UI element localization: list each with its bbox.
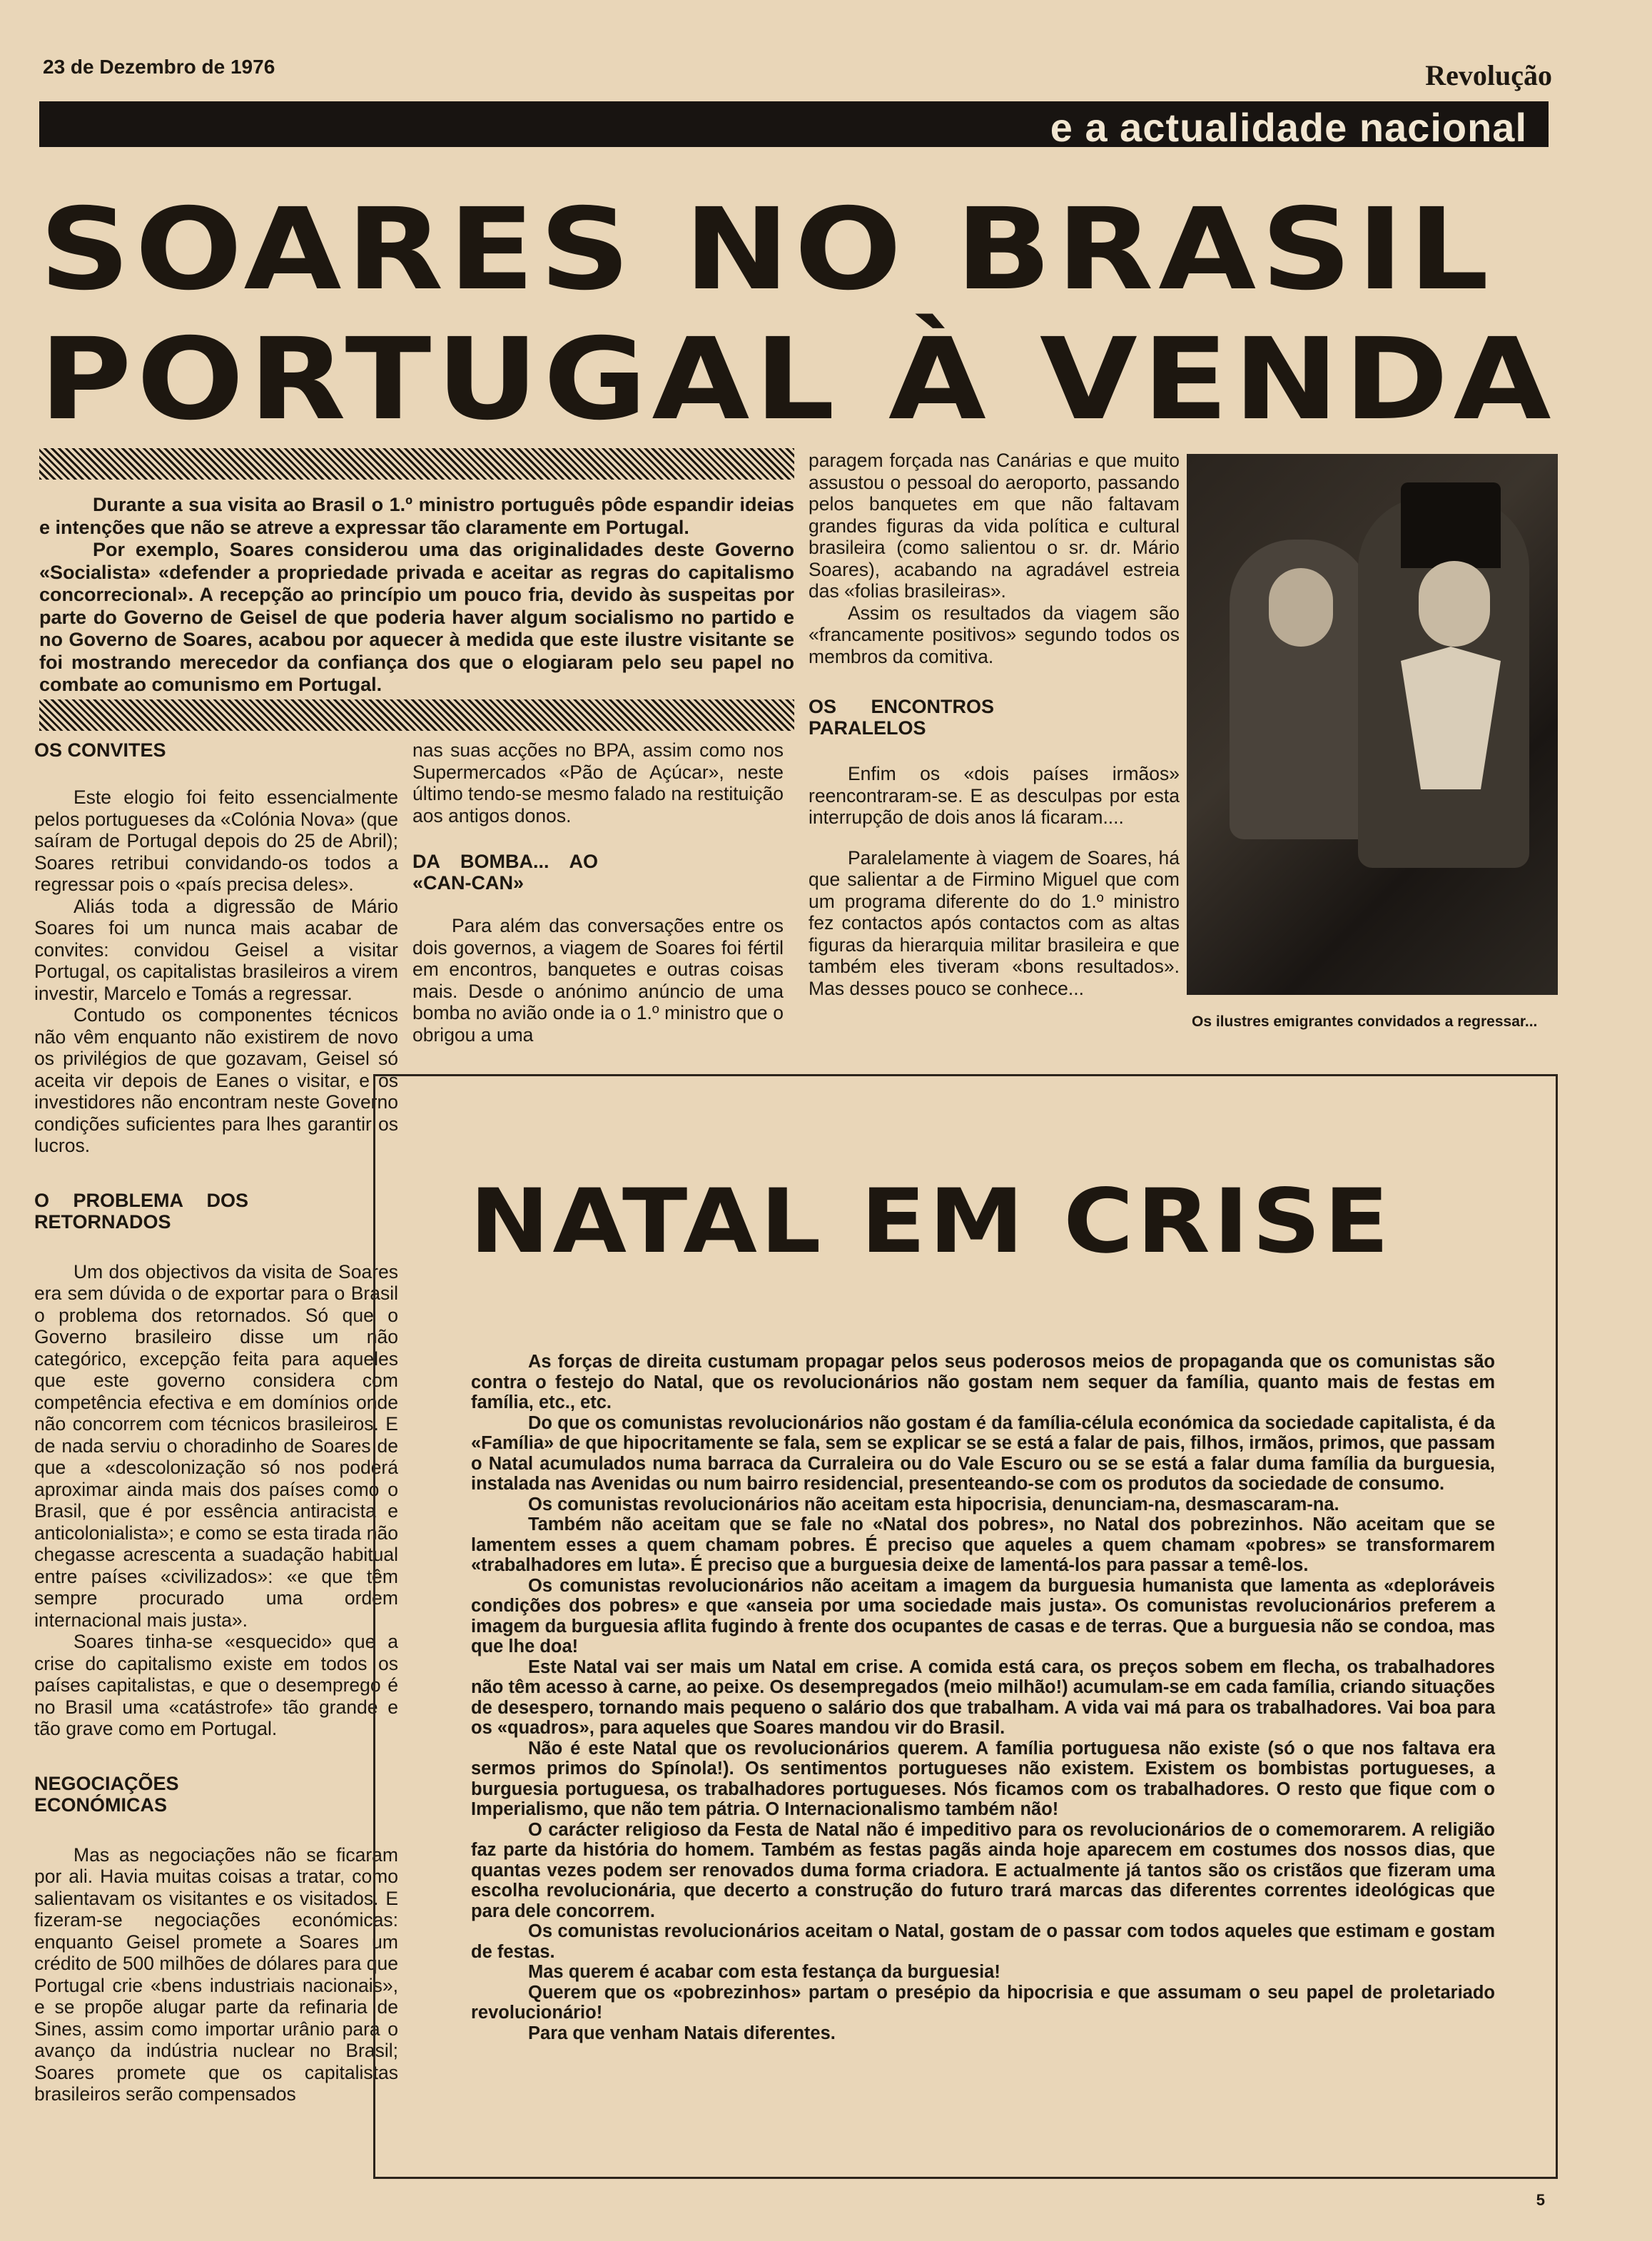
headline-line-2: PORTUGAL À VENDA: [39, 314, 1556, 445]
paragraph: Este elogio foi feito essencialmente pelos portugueses da «Colónia Nova» (que saíram de Portugal depois do 25 de Abril); Soares retribui convidando-os todos a regressar pois o «país precisa deles».: [34, 786, 398, 895]
paragraph: Um dos objectivos da visita de Soares era sem dúvida o de exportar para o Brasil o problema dos retornados. Só que o Governo brasileiro disse um não categórico, excepção feita para aqueles que este governo considera com competência efectiva e em domínios onde não concorrem com técnicos brasileiros. E de nada serviu o choradinho de Soares de que a «descolonização só nos poderá aproximar ainda mais dos países como o Brasil, que é por essência antiracista e anticolonialista»; e como se esta tirada não chegasse acrescenta a suadação habitual entre países «civilizados»: «e que têm sempre procurado uma ordem internacional mais justa».: [34, 1260, 398, 1631]
paragraph: O carácter religioso da Festa de Natal não é impeditivo para os revolucionários de o comemorarem. A religião faz parte da história do homem. Também as festas pagãs ainda hoje aparecem em costumes dos nossos dias, que quantas vezes podem ser renovados duma forma criadora. E actualmente já tantos são os cristãos que fizeram uma escolha revolucionária, que decerto a construção do futuro trará marcas das diferentes correntes ideológicas que para dele concorrem.: [471, 1819, 1495, 1921]
paragraph: Querem que os «pobrezinhos» partam o presépio da hipocrisia e que assumam o seu papel de proletariado revolucionário!: [471, 1982, 1495, 2023]
paragraph: Contudo os componentes técnicos não vêm enquanto não existirem de novo os privilégios de que gozavam, Geisel só aceita vir depois de Eanes o visitar, e os investidores não encontram neste Governo condições suficientes para lhes garantir os lucros.: [34, 1004, 398, 1156]
paragraph: Os comunistas revolucionários aceitam o Natal, gostam de o passar com todos aqueles que estimam e gostam de festas.: [471, 1921, 1495, 1962]
paragraph: Este Natal vai ser mais um Natal em crise. A comida está cara, os preços sobem em flecha, os trabalhadores não têm acesso à carne, ao peixe. Os desempregados (meio milhão!) acumulam-se em cada família, criando situações de desespero, tornando mais pequeno o salário dos que trabalham. A vida vai má para os trabalhadores. Vai boa para os «quadros», para aqueles que Soares mandou vir do Brasil.: [471, 1656, 1495, 1738]
natal-title: NATAL EM CRISE: [470, 1170, 1392, 1273]
top-hat-shape: [1401, 482, 1501, 568]
column-1: [34, 739, 398, 2105]
decorative-rule: [39, 448, 794, 480]
photo-face: [1419, 561, 1490, 647]
section-heading: O PROBLEMA DOS RETORNADOS: [34, 1189, 248, 1233]
paragraph: Enfim os «dois países irmãos» reencontraram-se. E as desculpas por esta interrupção de dois anos lá ficaram....: [809, 763, 1180, 828]
paragraph: paragem forçada nas Canárias e que muito assustou o pessoal do aeroporto, passando pelos banquetes em que não faltavam grandes figuras da vida política e cultural brasileira (como salientou o sr. dr. Mário Soares), acabando na agradável estreia das «folias brasileiras».: [809, 450, 1180, 602]
lead-p1: Durante a sua visita ao Brasil o 1.º ministro português pôde espandir ideias e intenções que não se atreve a expressar tão claramente em Portugal.: [39, 494, 794, 538]
column-3: [809, 450, 1180, 999]
lead-paragraph: [39, 494, 794, 697]
paragraph: nas suas acções no BPA, assim como nos Supermercados «Pão de Açúcar», neste último tendo-se mesmo falado na restituição aos antigos donos.: [412, 739, 784, 826]
section-heading: OS ENCONTROS PARALELOS: [809, 696, 994, 739]
natal-article: [471, 1352, 1495, 2043]
paragraph: Os comunistas revolucionários não aceitam esta hipocrisia, denunciam-na, desmascaram-na.: [528, 1494, 1339, 1514]
photo-soares-guests: [1187, 454, 1558, 995]
paragraph: Mas as negociações não se ficaram por ali. Havia muitas coisas a tratar, como salientavam os visitantes e os visitados. E fizeram-se negociações económicas: enquanto Geisel promete a Soares um crédito de 500 milhões de dólares para que Portugal crie «bens industriais nacionais», e se propõe alugar parte da refinaria de Sines, assim como importar urânio para o avanço da indústria nuclear no Brasil; Soares promete que os capitalistas brasileiros serão compensados: [34, 1843, 398, 2105]
paragraph: Soares tinha-se «esquecido» que a crise do capitalismo existe em todos os países capitalistas, e que o desemprego é no Brasil uma «catástrofe» tão grande e tão grave como em Portugal.: [34, 1631, 398, 1739]
headline-line-1: SOARES NO BRASIL: [39, 184, 1494, 315]
section-band-label: e a actualidade nacional: [1050, 105, 1527, 150]
paragraph: As forças de direita custumam propagar pelos seus poderosos meios de propaganda que os comunistas são contra o festejo do Natal, que os revolucionários não gostam nem sequer da família, quanto mais de festas em família, etc., etc.: [471, 1352, 1495, 1412]
section-heading: DA BOMBA... AO «CAN-CAN»: [412, 851, 598, 894]
masthead: Revolução: [1425, 59, 1552, 91]
paragraph: Mas querem é acabar com esta festança da burguesia!: [528, 1962, 1000, 1982]
paragraph: Também não aceitam que se fale no «Natal dos pobres», no Natal dos pobrezinhos. Não aceitam que se lamentem esses a quem chamam pobres. É preciso que aqueles a quem chamam «pobres» se transformarem «trabalhadores em luta». É preciso que a burguesia deixe de lamentá-los para passar a temê-los.: [471, 1514, 1495, 1575]
paragraph: Assim os resultados da viagem são «francamente positivos» segundo todos os membros da comitiva.: [809, 602, 1180, 667]
paragraph: Paralelamente à viagem de Soares, há que salientar a de Firmino Miguel que com um programa diferente do do 1.º ministro fez contactos após contactos com as altas figuras da hierarquia militar brasileira e que também eles tiveram «bons resultados». Mas desses pouco se conhece...: [809, 846, 1180, 999]
paragraph: Para além das conversações entre os dois governos, a viagem de Soares foi fértil em encontros, banquetes e outras coisas mais. Desde o anónimo anúncio de uma bomba no avião onde ia o 1.º ministro que o obrigou a uma: [412, 915, 784, 1046]
photo-caption: Os ilustres emigrantes convidados a regressar...: [1192, 1013, 1538, 1030]
page-number: 5: [1536, 2191, 1545, 2209]
paragraph: Não é este Natal que os revolucionários querem. A família portuguesa não existe (só o que nos faltava era sermos primos do Spínola!). Os sentimentos portugueses não existem. Existem os bombistas portugueses, a burguesia portuguesa, os trabalhadores portugueses. Nós ficamos com os trabalhadores. O resto que fique com o Imperialismo, que não tem pátria. O Internacionalismo também não!: [471, 1738, 1495, 1819]
section-heading: NEGOCIAÇÕES ECONÓMICAS: [34, 1772, 179, 1816]
section-band: [39, 101, 1549, 150]
photo-face: [1269, 568, 1333, 647]
paragraph: Aliás toda a digressão de Mário Soares foi um nunca mais acabar de convites: convidou Geisel a visitar Portugal, os capitalistas brasileiros a virem investir, Marcelo e Tomás a regressar.: [34, 895, 398, 1004]
lead-p2: Por exemplo, Soares considerou uma das originalidades deste Governo «Socialista» «defender a propriedade privada e aceitar as regras do capitalismo concorrecional». A recepção ao princípio um pouco fria, devido às suspeitas por parte do Governo de Geisel de que poderia haver algum socialismo no partido e no Governo de Soares, acabou por aquecer à medida que este ilustre visitante se foi mostrando merecedor da confiança dos que o elogiaram pelo seu papel no combate ao comunismo em Portugal.: [39, 539, 794, 695]
decorative-rule: [39, 699, 794, 731]
column-2: [412, 739, 784, 1046]
paragraph: Os comunistas revolucionários não aceitam a imagem da burguesia humanista que lamenta as «deploráveis condições dos pobres» e que «anseia por uma sociedade mais justa». Os comunistas revolucionários preferem a imagem da burguesia aflita fugindo à frente dos ocupantes de casas e de terras. Que a burguesia não se condoa, mas que lhe doa!: [471, 1575, 1495, 1656]
paragraph: Do que os comunistas revolucionários não gostam é da família-célula económica da sociedade capitalista, é da «Família» de que hipocritamente se fala, sem se explicar se se está a falar de pais, filhos, irmãos, primos, que passam o Natal acumulados numa barraca da Curraleira ou do Vale Escuro ou se se está a falar duma família da burguesia, instalada nas Avenidas ou num bairro residencial, presenteando-se com os produtos da sociedade de consumo.: [471, 1412, 1495, 1494]
date-line: 23 de Dezembro de 1976: [43, 56, 275, 78]
paragraph: Para que venham Natais diferentes.: [528, 2023, 836, 2043]
section-heading: OS CONVITES: [34, 739, 166, 761]
